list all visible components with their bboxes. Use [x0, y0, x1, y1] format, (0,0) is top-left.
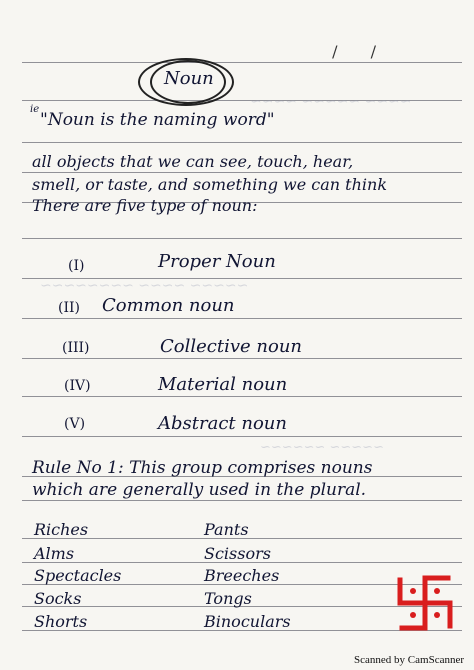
type-label: Collective noun	[160, 336, 303, 357]
bleed-through-text: ~~~~~ ~~~~~~	[260, 440, 384, 455]
ruled-line	[22, 396, 462, 397]
plural-noun: Alms	[34, 544, 75, 563]
ruled-line	[22, 142, 462, 143]
scanner-watermark: Scanned by CamScanner	[354, 654, 464, 666]
bleed-through-text: ~~~~~ ~~~~ ~~~~~~~~	[40, 278, 249, 294]
plural-noun: Pants	[204, 520, 249, 539]
plural-noun: Breeches	[204, 566, 280, 585]
plural-noun: Shorts	[34, 612, 88, 631]
rule-heading: Rule No 1: This group comprises nouns	[32, 458, 373, 478]
body-line: all objects that we can see, touch, hear,	[32, 152, 354, 171]
type-label: Proper Noun	[158, 251, 276, 272]
rule-heading-continued: which are generally used in the plural.	[32, 480, 367, 500]
definition-text: "Noun is the naming word"	[40, 110, 275, 130]
ruled-line	[22, 358, 462, 359]
page-title: Noun	[164, 68, 214, 89]
plural-noun: Tongs	[204, 589, 252, 608]
ruled-line	[22, 500, 462, 501]
type-number: (III)	[62, 340, 90, 356]
ruled-line	[22, 318, 462, 319]
bleed-through-text: ~~~~ ~~~~~ ~~~~	[250, 94, 412, 110]
plural-noun: Scissors	[204, 544, 271, 563]
ruled-line	[22, 436, 462, 437]
type-label: Material noun	[158, 374, 288, 395]
type-number: (IV)	[64, 378, 91, 394]
type-number: (I)	[68, 258, 85, 274]
body-line: smell, or taste, and something we can think	[32, 175, 388, 194]
definition-underline	[40, 131, 340, 132]
type-number: (II)	[58, 300, 80, 316]
plural-noun: Spectacles	[34, 566, 122, 585]
definition-prefix: ie	[30, 104, 40, 115]
type-label: Common noun	[102, 295, 235, 316]
swastika-symbol-icon	[394, 572, 456, 634]
type-label: Abstract noun	[158, 413, 287, 434]
ruled-line	[22, 238, 462, 239]
page-marks: / /	[332, 42, 390, 61]
plural-noun: Binoculars	[204, 612, 291, 631]
ruled-line	[22, 62, 462, 63]
plural-noun: Socks	[34, 589, 82, 608]
type-number: (V)	[64, 416, 86, 432]
ruled-line	[22, 172, 462, 173]
plural-noun: Riches	[34, 520, 89, 539]
body-line: There are five type of noun:	[32, 196, 258, 215]
